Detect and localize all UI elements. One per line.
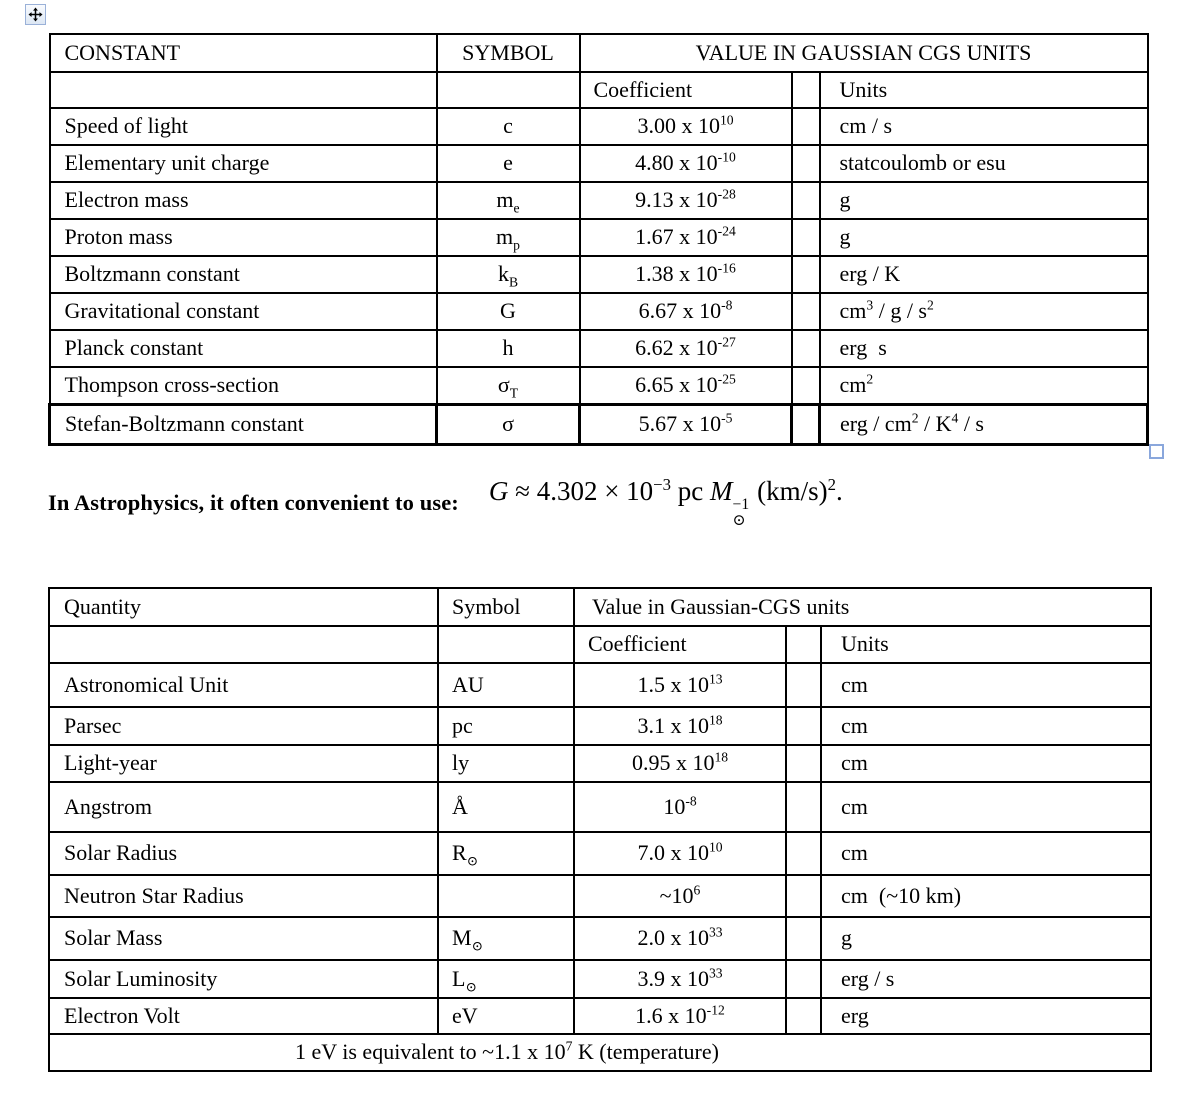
symbol-cell: h (437, 330, 580, 367)
spacer-cell (792, 145, 820, 182)
coefficient-cell: 9.13 x $10^{-28}$ (580, 182, 792, 219)
constants-table (48, 33, 1149, 446)
quantity-name-cell: Parsec (49, 707, 438, 745)
formula-pc: pc (671, 476, 710, 506)
units-header-value-group: Value in Gaussian-CGS units (574, 588, 1151, 626)
empty-cell (437, 72, 580, 108)
spacer-cell (792, 330, 820, 367)
quantity-name-cell: Electron Volt (49, 998, 438, 1034)
constants-subheader-coefficient: Coefficient (580, 72, 792, 108)
coefficient-cell: 1.6 x $10^{-12}$ (574, 998, 786, 1034)
spacer-cell (792, 404, 820, 444)
spacer-cell (786, 782, 821, 832)
constants-header-value-group: VALUE IN GAUSSIAN CGS UNITS (580, 34, 1148, 72)
constant-name-cell: Electron mass (50, 182, 437, 219)
spacer-cell (786, 875, 821, 917)
constant-name-cell: Boltzmann constant (50, 256, 437, 293)
coefficient-cell: 3.1 x $10^{18}$ (574, 707, 786, 745)
coefficient-cell: $\sim 10^6$ (574, 875, 786, 917)
constant-name-cell: Gravitational constant (50, 293, 437, 330)
constants-header-symbol: SYMBOL (437, 34, 580, 72)
empty-cell (50, 72, 437, 108)
symbol-cell: $m_e$ (437, 182, 580, 219)
move-icon (28, 7, 43, 22)
coefficient-cell: 0.95 x $10^{18}$ (574, 745, 786, 782)
units-cell: erg s (820, 330, 1148, 367)
constant-name-cell: Stefan-Boltzmann constant (50, 404, 437, 444)
formula-M-scripts (732, 497, 749, 530)
constant-name-cell: Proton mass (50, 219, 437, 256)
quantity-name-cell: Light-year (49, 745, 438, 782)
quantity-name-cell: Angstrom (49, 782, 438, 832)
spacer-cell (792, 72, 820, 108)
units-header-symbol: Symbol (438, 588, 574, 626)
symbol-cell: G (437, 293, 580, 330)
units-cell: g (820, 219, 1148, 256)
table-row (49, 663, 1151, 707)
coefficient-cell: 1.67 x $10^{-24}$ (580, 219, 792, 256)
spacer-cell (786, 707, 821, 745)
constant-name-cell: Speed of light (50, 108, 437, 145)
units-subheader-coefficient: Coefficient (574, 626, 786, 663)
empty-cell (49, 626, 438, 663)
table-row (49, 745, 1151, 782)
table-row (50, 256, 1148, 293)
gravitational-constant-formula (489, 476, 843, 529)
units-header-quantity: Quantity (49, 588, 438, 626)
constant-name-cell: Thompson cross-section (50, 367, 437, 404)
symbol-cell: $M_⊙$ (438, 917, 574, 960)
table-row (50, 219, 1148, 256)
units-cell: g (820, 182, 1148, 219)
spacer-cell (786, 626, 821, 663)
formula-value: $4.302 \times 10^{-3}$ (536, 475, 671, 506)
formula-approx: ≈ (508, 476, 537, 506)
units-subheader-units: Units (821, 626, 1151, 663)
spacer-cell (786, 832, 821, 875)
symbol-cell: eV (438, 998, 574, 1034)
constant-name-cell: Elementary unit charge (50, 145, 437, 182)
coefficient-cell: 7.0 x $10^{10}$ (574, 832, 786, 875)
symbol-cell (438, 875, 574, 917)
coefficient-cell: 5.67 x $10^{-5}$ (580, 404, 792, 444)
units-cell: cm (821, 663, 1151, 707)
units-cell: cm / s (820, 108, 1148, 145)
symbol-cell: $\sigma_T$ (437, 367, 580, 404)
symbol-cell: $R_⊙$ (438, 832, 574, 875)
symbol-cell: pc (438, 707, 574, 745)
coefficient-cell: 1.38 x $10^{-16}$ (580, 256, 792, 293)
astrophysics-note (48, 476, 1158, 529)
spacer-cell (792, 108, 820, 145)
units-cell: cm (~10 km) (821, 875, 1151, 917)
spacer-cell (786, 960, 821, 998)
table-row (50, 145, 1148, 182)
spacer-cell (786, 745, 821, 782)
spacer-cell (786, 663, 821, 707)
coefficient-cell: 3.00 x $10^{10}$ (580, 108, 792, 145)
symbol-cell: $m_p$ (437, 219, 580, 256)
table-move-handle[interactable] (25, 4, 46, 25)
table-row (49, 875, 1151, 917)
spacer-cell (792, 293, 820, 330)
table-row (50, 367, 1148, 404)
units-cell: cm (821, 782, 1151, 832)
formula-tail: $(km/s)^2$. (757, 475, 843, 506)
coefficient-cell: 4.80 x $10^{-10}$ (580, 145, 792, 182)
units-cell: $cm^2$ (820, 367, 1148, 404)
symbol-cell: Å (438, 782, 574, 832)
units-cell: $cm^3$ / g / $s^2$ (820, 293, 1148, 330)
units-cell: erg / $cm^2 / K^4$ / s (820, 404, 1148, 444)
table-subheader-row (50, 72, 1148, 108)
table-row (50, 108, 1148, 145)
coefficient-cell: 2.0 x $10^{33}$ (574, 917, 786, 960)
spacer-cell (792, 367, 820, 404)
units-cell: cm (821, 745, 1151, 782)
note-text: In Astrophysics, it often convenient to use: (48, 489, 459, 515)
coefficient-cell: 6.62 x $10^{-27}$ (580, 330, 792, 367)
constant-name-cell: Planck constant (50, 330, 437, 367)
table-row (50, 182, 1148, 219)
symbol-cell: c (437, 108, 580, 145)
coefficient-cell: 3.9 x $10^{33}$ (574, 960, 786, 998)
spacer-cell (786, 998, 821, 1034)
table-header-row (49, 588, 1151, 626)
table-row (49, 917, 1151, 960)
symbol-cell: $L_⊙$ (438, 960, 574, 998)
formula-M: M (709, 476, 733, 506)
table-row (49, 832, 1151, 875)
coefficient-cell: $10^{-8}$ (574, 782, 786, 832)
symbol-cell: σ (437, 404, 580, 444)
empty-cell (438, 626, 574, 663)
table-resize-handle[interactable] (1149, 444, 1164, 459)
quantity-name-cell: Solar Luminosity (49, 960, 438, 998)
table-row (50, 293, 1148, 330)
units-cell: statcoulomb or esu (820, 145, 1148, 182)
quantity-name-cell: Neutron Star Radius (49, 875, 438, 917)
units-cell: erg (821, 998, 1151, 1034)
table-subheader-row (49, 626, 1151, 663)
coefficient-cell: 6.65 x $10^{-25}$ (580, 367, 792, 404)
constants-subheader-units: Units (820, 72, 1148, 108)
coefficient-cell: 1.5 x $10^{13}$ (574, 663, 786, 707)
table-row (50, 330, 1148, 367)
spacer-cell (786, 917, 821, 960)
quantity-name-cell: Astronomical Unit (49, 663, 438, 707)
units-cell: erg / s (821, 960, 1151, 998)
spacer-cell (792, 182, 820, 219)
table-row (50, 404, 1148, 444)
formula-M-superscript: −1 (732, 495, 750, 513)
symbol-cell: e (437, 145, 580, 182)
table-footer-row (49, 1034, 1151, 1071)
units-cell: erg / K (820, 256, 1148, 293)
spacer-cell (792, 219, 820, 256)
table-row (49, 782, 1151, 832)
table-row (49, 998, 1151, 1034)
coefficient-cell: 6.67 x $10^{-8}$ (580, 293, 792, 330)
quantity-name-cell: Solar Radius (49, 832, 438, 875)
units-cell: cm (821, 707, 1151, 745)
quantity-name-cell: Solar Mass (49, 917, 438, 960)
spacer-cell (792, 256, 820, 293)
table-row (49, 707, 1151, 745)
formula-M-subscript: ⊙ (732, 512, 746, 530)
units-cell: g (821, 917, 1151, 960)
table-header-row (50, 34, 1148, 72)
symbol-cell: $k_B$ (437, 256, 580, 293)
symbol-cell: AU (438, 663, 574, 707)
constants-header-constant: CONSTANT (50, 34, 437, 72)
ev-temperature-note: 1 eV is equivalent to ~1.1 x $10^7$ K (temperature) (49, 1034, 1151, 1071)
formula-G: G (488, 476, 509, 506)
table-row (49, 960, 1151, 998)
symbol-cell: ly (438, 745, 574, 782)
units-cell: cm (821, 832, 1151, 875)
astro-units-table (48, 587, 1152, 1072)
